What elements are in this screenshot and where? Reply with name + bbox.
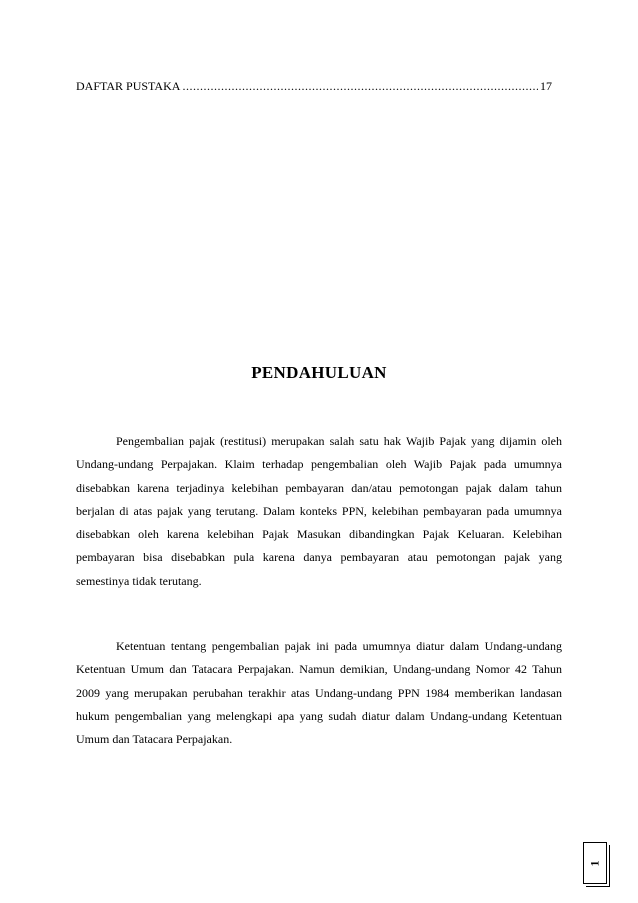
page-number: 1 <box>587 860 602 866</box>
section-heading: PENDAHULUAN <box>251 363 387 382</box>
paragraph-2: Ketentuan tentang pengembalian pajak ini pada umumnya diatur dalam Undang-undang Ketentuan Umum dan Tatacara Perpajakan. Namun demikian, Undang-undang Nomor 42 Tahun 2009 yang merupakan perubahan terakhir atas Undang-undang PPN 1984 memberikan landasan hukum pengembalian yang melengkapi apa yang sudah diatur dalam Undang-undang Ketentuan Umum dan Tatacara Perpajakan. <box>76 639 562 747</box>
toc-leader-dots <box>182 78 538 94</box>
toc-entry-page: 17 <box>540 79 552 93</box>
paragraph-1: Pengembalian pajak (restitusi) merupakan salah satu hak Wajib Pajak yang dijamin oleh Undang-undang Perpajakan. Klaim terhadap pengembalian oleh Wajib Pajak pada umumnya disebabkan karena terjadinya kelebihan pembayaran dan/atau pemotongan pajak dalam tahun berjalan di atas pajak yang terutang. Dalam konteks PPN, kelebihan pembayaran pada umumnya disebabkan oleh karena kelebihan Pajak Masukan dibandingkan Pajak Keluaran. Kelebihan pembayaran bisa disebabkan pula karena danya pembayaran atau pemotongan pajak yang semestinya tidak terutang. <box>76 434 562 588</box>
page-number-box <box>583 842 607 884</box>
toc-entry-label: DAFTAR PUSTAKA <box>76 79 181 93</box>
toc-entry-daftar-pustaka <box>76 78 552 94</box>
